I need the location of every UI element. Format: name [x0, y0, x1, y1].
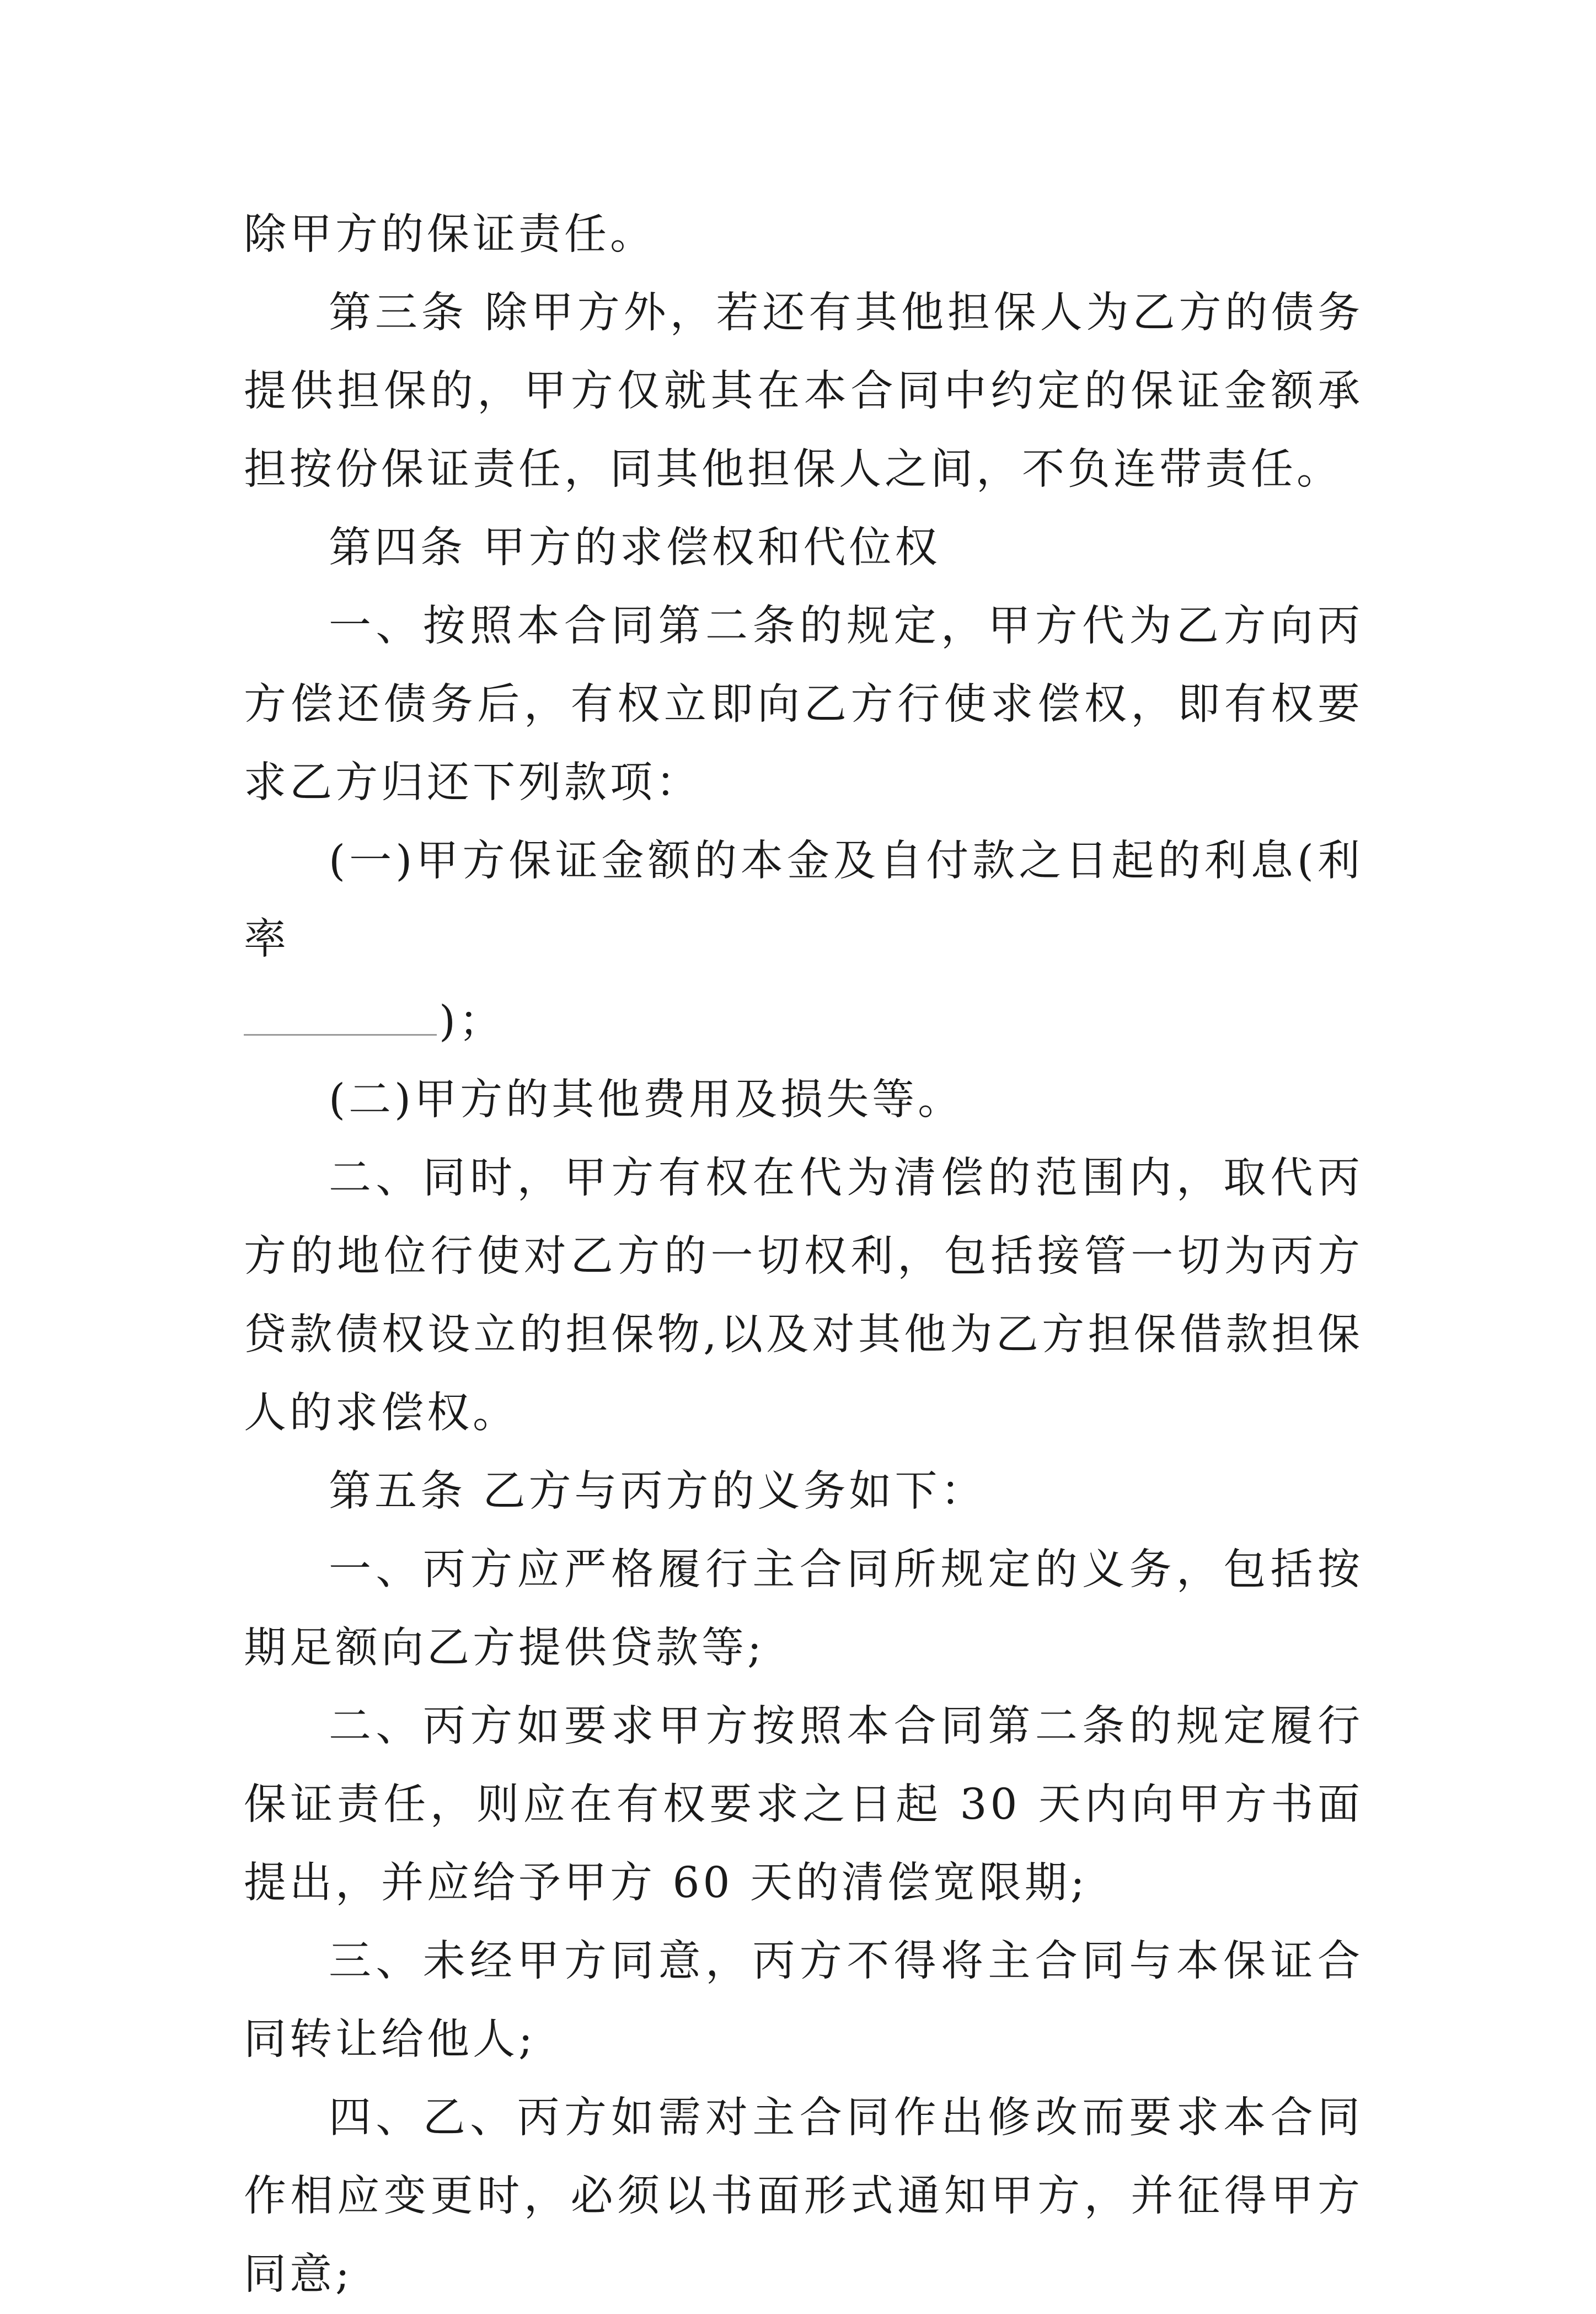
- article-4-item-2: (二)甲方的其他费用及损失等。: [329, 1075, 964, 1124]
- item-1-text: (一)甲方保证金额的本金及自付款之日起的利息(利率: [244, 837, 1363, 964]
- interest-rate-line: [244, 979, 1363, 1061]
- article-5-clause-4: 四、乙、丙方如需对主合同作出修改而要求本合同作相应变更时，必须以书面形式通知甲方，并征得甲方同意;: [244, 2093, 1363, 2299]
- article-5-clause-2: 二、丙方如要求甲方按照本合同第二条的规定履行保证责任，则应在有权要求之日起 30 天内向甲方书面提出，并应给予甲方 60 天的清偿宽限期;: [244, 1702, 1363, 1908]
- article-5-heading: 第五条 乙方与丙方的义务如下：: [329, 1467, 987, 1516]
- article-4-heading: 第四条 甲方的求偿权和代位权: [329, 523, 941, 572]
- article-4-item-1: [244, 822, 1363, 979]
- article-4-clause-1: 一、按照本合同第二条的规定，甲方代为乙方向丙方偿还债务后，有权立即向乙方行使求偿权，即有权要求乙方归还下列款项：: [244, 602, 1363, 807]
- article-3-paragraph: 第三条 除甲方外，若还有其他担保人为乙方的债务提供担保的，甲方仅就其在本合同中约定的保证金额承担按份保证责任，同其他担保人之间，不负连带责任。: [244, 288, 1363, 494]
- interest-rate-close: )；: [439, 997, 505, 1046]
- article-4-clause-2: 二、同时，甲方有权在代为清偿的范围内，取代丙方的地位行使对乙方的一切权利，包括接管一切为丙方贷款债权设立的担保物,以及对其他为乙方担保借款担保人的求偿权。: [244, 1154, 1363, 1438]
- interest-rate-blank: [244, 979, 437, 1036]
- article-5-clause-3: 三、未经甲方同意，丙方不得将主合同与本保证合同转让给他人;: [244, 1937, 1363, 2064]
- article-5-clause-1: 一、丙方应严格履行主合同所规定的义务，包括按期足额向乙方提供贷款等;: [244, 1545, 1363, 1673]
- paragraph-continuation: 除甲方的保证责任。: [244, 210, 656, 259]
- document-body: [244, 196, 1363, 2314]
